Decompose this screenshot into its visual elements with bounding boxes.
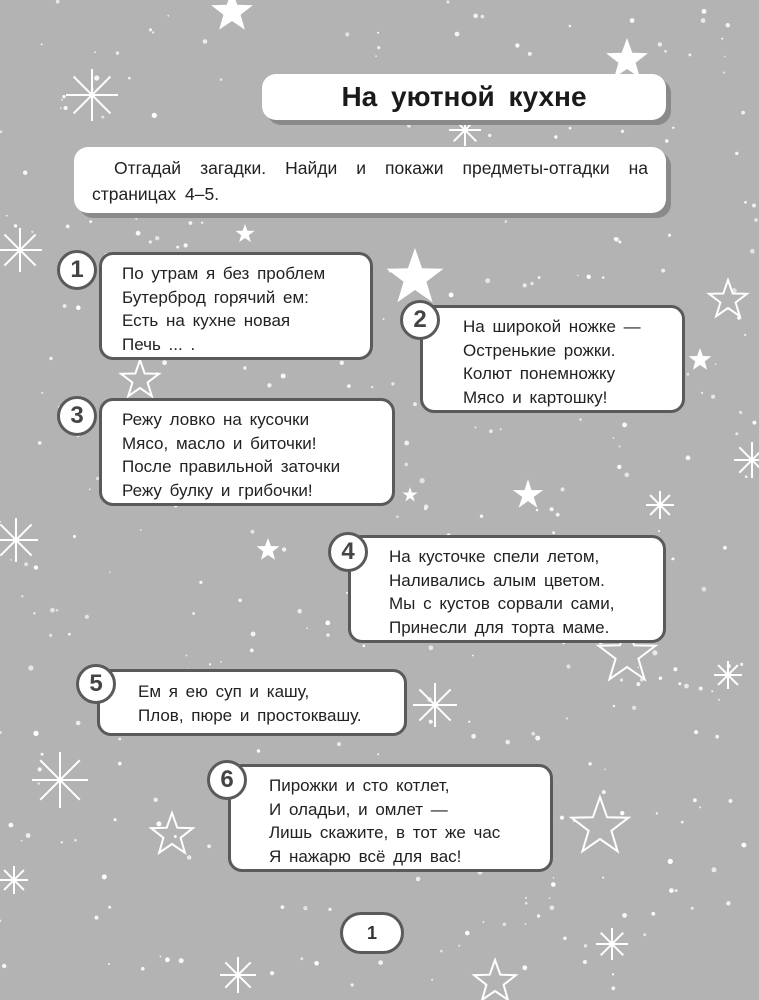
page-title: На уютной кухне	[341, 81, 587, 112]
riddle-6-line-2: И оладьи, и омлет —	[269, 799, 448, 819]
riddle-box-1	[99, 252, 373, 360]
riddle-number-2: 2	[400, 300, 440, 340]
riddle-box-6	[228, 764, 553, 872]
riddle-1-line-2: Бутерброд горячий ем:	[122, 287, 309, 307]
star-icon	[387, 248, 444, 302]
star-icon	[211, 0, 253, 30]
riddle-5-line-2: Плов, пюре и простоквашу.	[138, 705, 362, 725]
riddle-4-line-2: Наливались алым цветом.	[389, 570, 605, 590]
riddle-4-line-1: На кусточке спели летом,	[389, 547, 600, 566]
riddle-3-line-1: Режу ловко на кусочки	[122, 410, 310, 429]
riddle-box-4	[348, 535, 666, 643]
riddle-2-line-3: Колют понемножку	[463, 364, 616, 383]
instruction-text: Отгадай загадки. Найди и покажи предметы-отгадки на страницах 4–5.	[92, 158, 648, 204]
riddle-5-line-1: Ем я ею суп и кашу,	[138, 682, 310, 701]
riddle-4-line-3: Мы с кустов сорвали сами,	[389, 594, 615, 613]
star-icon	[236, 224, 255, 242]
riddle-box-3	[99, 398, 395, 506]
riddle-number-1: 1	[57, 250, 97, 290]
snowflake-icon	[734, 442, 759, 478]
snowflake-icon	[596, 928, 628, 960]
snowflake-icon	[0, 518, 38, 562]
riddle-number-5: 5	[76, 664, 116, 704]
riddle-2-line-2: Остренькие рожки.	[463, 340, 616, 360]
page-number: 1	[340, 912, 404, 954]
snowflake-icon	[646, 491, 674, 519]
snowflake-icon	[220, 957, 256, 993]
star-icon	[151, 813, 193, 853]
riddle-6-line-3: Лишь скажите, в тот же час	[269, 823, 501, 842]
snowflake-icon	[0, 228, 42, 272]
riddle-4-line-4: Принесли для торта маме.	[389, 617, 610, 637]
star-icon	[513, 479, 543, 508]
title-box	[262, 74, 666, 120]
instruction-box	[74, 147, 666, 213]
riddle-1-line-4: Печь ... .	[122, 334, 196, 354]
riddle-2-line-1: На широкой ножке —	[463, 317, 641, 336]
star-icon	[709, 280, 747, 316]
riddle-1-line-1: По утрам я без проблем	[122, 264, 326, 283]
riddle-box-2	[420, 305, 685, 413]
snowflake-icon	[32, 752, 88, 808]
snowflake-icon	[413, 683, 457, 727]
riddle-2-line-4: Мясо и картошку!	[463, 387, 608, 407]
star-icon	[402, 487, 417, 502]
riddle-number-3: 3	[57, 396, 97, 436]
snowflake-icon	[714, 661, 742, 689]
riddle-1-line-3: Есть на кухне новая	[122, 311, 291, 330]
star-icon	[257, 538, 280, 560]
star-icon	[606, 38, 648, 78]
star-icon	[572, 797, 629, 851]
star-icon	[689, 348, 712, 370]
riddle-number-6: 6	[207, 760, 247, 800]
riddle-3-line-2: Мясо, масло и биточки!	[122, 433, 317, 453]
riddle-3-line-3: После правильной заточки	[122, 457, 341, 476]
riddle-box-5	[97, 669, 407, 736]
riddle-6-line-4: Я нажарю всё для вас!	[269, 846, 462, 866]
riddle-6-line-1: Пирожки и сто котлет,	[269, 776, 450, 795]
star-icon	[121, 360, 159, 396]
star-icon	[474, 960, 516, 1000]
snowflake-icon	[66, 69, 118, 121]
riddle-number-4: 4	[328, 532, 368, 572]
snowflake-icon	[0, 866, 28, 894]
riddle-3-line-4: Режу булку и грибочки!	[122, 480, 313, 500]
